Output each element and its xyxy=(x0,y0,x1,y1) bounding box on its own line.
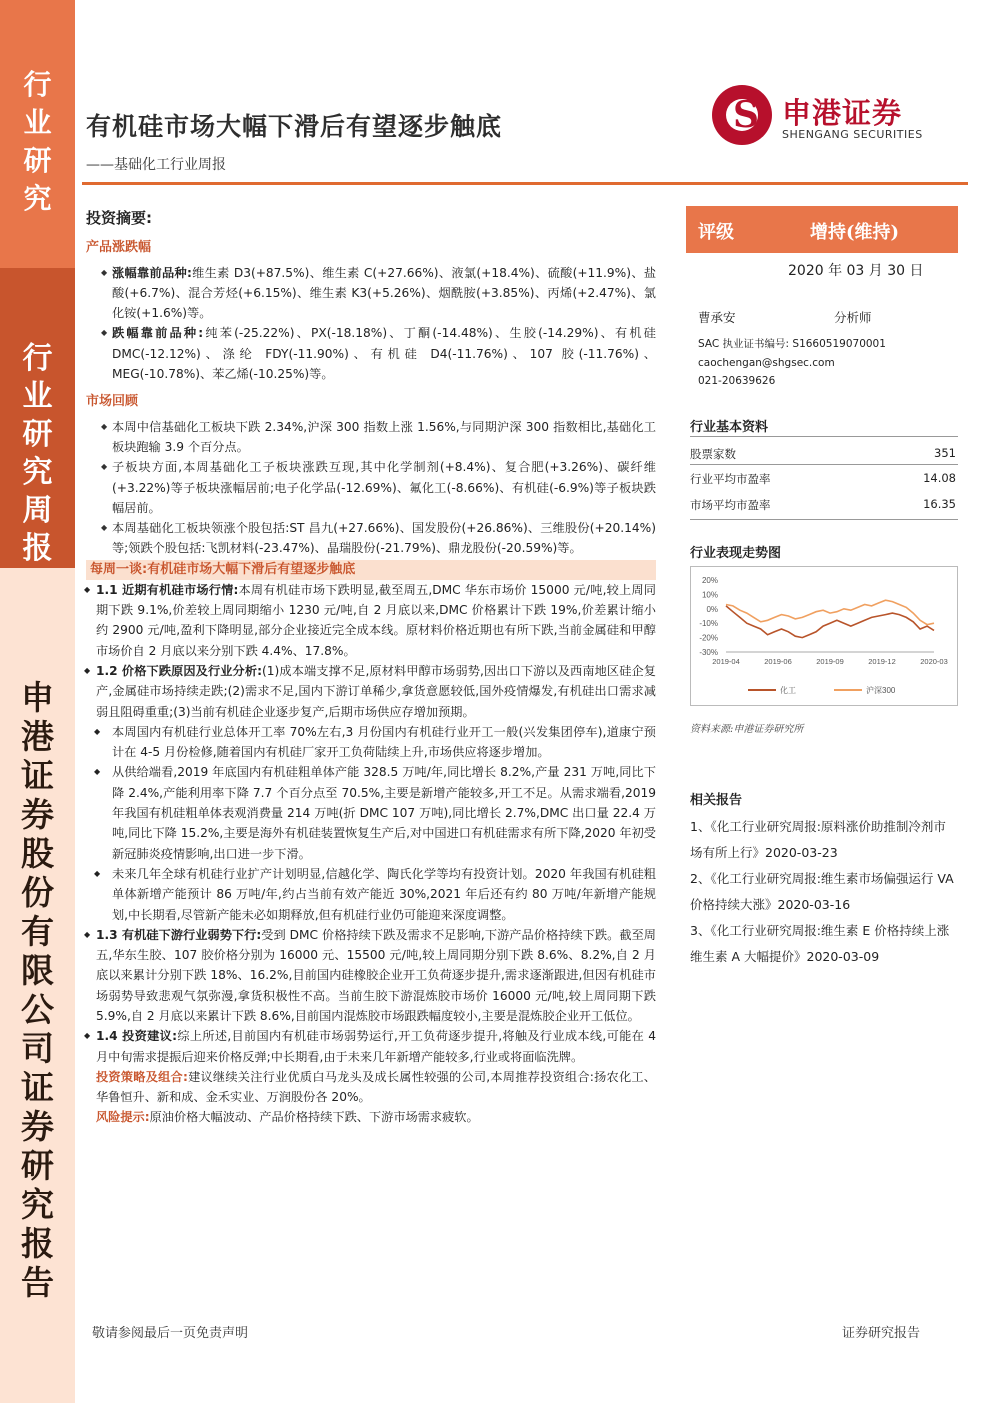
report-date: 2020 年 03 月 30 日 xyxy=(788,263,924,279)
sidebar-company-label: 申 港 证 券 股 份 有 限 公 司 证 券 研 究 报 告 xyxy=(21,678,54,1302)
summary-heading: 投资摘要: xyxy=(86,209,152,227)
sidebar-report-type-label: 行 业 研 究 周 报 xyxy=(22,341,53,566)
logo-english-name: SHENGANG SECURITIES xyxy=(782,128,923,141)
basic-info-heading: 行业基本资料 xyxy=(690,420,769,435)
sidebar-category-label: 行 业 研 究 xyxy=(23,68,52,215)
section-1-4: ◆ 1.4 投资建议:综上所述,目前国内有机硅市场弱势运行,开工负荷逐步提升,将触及行业成本线,可能在 4 月中旬需求提振后迎来价格反弹;中长期看,由于未来几年新增产能较多,行业或将面临洗牌。 xyxy=(86,1026,656,1067)
logo-circle-icon: S xyxy=(712,85,772,145)
rating-value: 增持(维持) xyxy=(810,222,900,243)
section-1-2-bullet: ◆ 从供给端看,2019 年底国内有机硅粗单体产能 328.5 万吨/年,同比增长 8.2%,产量 231 万吨,同比下降 2.4%,产能利用率下降 7.7 个百分点至 70.5%,主要是新增产能较多,开工不足。从需求端看,2019 年我国有机硅粗单体表观消费量 214 万吨(折 DMC 107 万吨),同比增长 2.7%,DMC 出口量 22.4 万吨,同比下降 15.2%,主要是海外有机硅装置恢复生产后,对中国进口有机硅需求有所下降,2020 年初受新冠肺炎疫情影响,出口进一步下滑。 xyxy=(86,762,656,863)
performance-heading: 行业表现走势图 xyxy=(690,546,782,561)
y-tick-label: 10% xyxy=(701,590,718,600)
divider xyxy=(690,464,958,465)
section-1-2-bullet: ◆ 本周国内有机硅行业总体开工率 70%左右,3 月份国内有机硅行业开工一般(兴发集团停车),道康宁预计在 4-5 月份检修,随着国内有机硅厂家开工负荷陆续上升,市场供应将逐步增加。 xyxy=(86,722,656,763)
left-sidebar xyxy=(0,0,75,1403)
y-tick-label: 0% xyxy=(706,604,718,614)
x-tick-label: 2019-04 xyxy=(712,657,740,666)
y-tick-label: 20% xyxy=(701,576,718,585)
series-line-0 xyxy=(726,606,934,638)
x-tick-label: 2019-09 xyxy=(816,657,844,666)
investment-summary xyxy=(86,208,656,1128)
product-change-heading: 产品涨跌幅 xyxy=(86,240,152,256)
rating-label: 评级 xyxy=(698,222,734,243)
related-reports xyxy=(690,788,958,970)
series-line-1 xyxy=(726,600,934,624)
related-report-link[interactable]: 2、《化工行业研究周报:维生素市场偏强运行 VA 价格持续大涨》2020-03-16 xyxy=(690,871,954,912)
page-title: 有机硅市场大幅下滑后有望逐步触底 xyxy=(86,112,503,141)
performance-chart-svg xyxy=(690,566,958,706)
chart-source: 资料来源:申港证券研究所 xyxy=(690,724,804,735)
section-1-1: ◆ 1.1 近期有机硅市场行情:本周有机硅市场下跌明显,截至周五,DMC 华东市场价 15000 元/吨,较上周同期下跌 9.1%,价差较上周同期缩小 1230 元/吨,自 2 月底以来,DMC 价格累计下跌 19%,价差累计缩小约 2900 元/吨,盈利下降明显,部分企业接近完全成本线。原材料价格近期也有所下跌,当前金属硅和甲醇市场价自 2 月底以来分别下跌 4.4%、17.8%。 xyxy=(86,580,656,661)
disclaimer-note: 敬请参阅最后一页免责声明 xyxy=(92,1326,249,1341)
market-review-item: ◆ 本周基础化工板块领涨个股包括:ST 昌九(+27.66%)、国发股份(+26.86%)、三维股份(+20.14%)等;领跌个股包括:飞凯材料(-23.47%)、晶瑞股份(-21.79%)、鼎龙股份(-20.59%)等。 xyxy=(86,518,656,559)
risk-warning: 风险提示:原油价格大幅波动、产品价格持续下跌、下游市场需求疲软。 xyxy=(96,1110,479,1125)
analyst-sac: SAC 执业证书编号: S1660519070001 xyxy=(698,338,886,350)
section-1-2: ◆ 1.2 价格下跌原因及行业分析:(1)成本端支撑不足,原材料甲醇市场弱势,因出口下游以及西南地区硅企复产,金属硅市场持续走跌;(2)需求不足,国内下游订单稀少,拿货意愿较低,国外疫情爆发,有机硅出口需求减弱且阻碍重重;(3)当前有机硅企业逐步复产,后期市场供应存增加预期。 xyxy=(86,661,656,722)
market-review-heading: 市场回顾 xyxy=(86,394,139,410)
basic-info-row: 市场平均市盈率 16.35 xyxy=(690,497,956,512)
rating-banner xyxy=(686,206,958,253)
chart-frame xyxy=(691,567,958,706)
y-tick-label: -10% xyxy=(699,619,718,629)
analyst-phone: 021-20639626 xyxy=(698,375,776,387)
industry-performance-chart xyxy=(690,566,958,706)
y-tick-label: -30% xyxy=(699,648,718,657)
report-type-footer: 证券研究报告 xyxy=(842,1326,921,1341)
divider xyxy=(690,436,958,437)
weekly-topic-heading: 每周一谈:有机硅市场大幅下滑后有望逐步触底 xyxy=(86,560,656,580)
section-1-2-bullet: ◆ 未来几年全球有机硅行业扩产计划明显,信越化学、陶氏化学等均有投资计划。2020 年我国有机硅粗单体新增产能预计 86 万吨/年,约占当前有效产能近 30%,2021 年后还有约 80 万吨/年新增产能规划,中长期看,尽管新产能未必如期释放,但有机硅行业仍可能迎来深度调整。 xyxy=(86,864,656,925)
analyst-role: 分析师 xyxy=(834,310,872,325)
page-subtitle: ——基础化工行业周报 xyxy=(86,157,226,173)
market-review-item: ◆ 子板块方面,本周基础化工子板块涨跌互现,其中化学制剂(+8.4%)、复合肥(+3.26%)、碳纤维(+3.22%)等子板块涨幅居前;电子化学品(-12.69%)、氟化工(-8.66%)、有机硅(-6.9%)等子板块跌幅居前。 xyxy=(86,457,656,518)
basic-info-row: 股票家数 351 xyxy=(690,446,956,461)
header-divider xyxy=(82,182,968,185)
x-tick-label: 2019-06 xyxy=(764,657,792,666)
company-logo xyxy=(712,85,962,155)
analyst-info xyxy=(698,308,958,387)
analyst-name: 曹承安 xyxy=(698,310,736,325)
related-heading: 相关报告 xyxy=(690,793,743,808)
top-losers-item: ◆ 跌幅靠前品种:纯苯(-25.22%)、PX(-18.18%)、丁酮(-14.48%)、生胶(-14.29%)、有机硅 DMC(-12.12%)、涤纶 FDY(-11.90%)、有机硅 D4(-11.76%)、107 胶(-11.76%)、MEG(-10.78%)、苯乙烯(-10.25%)等。 xyxy=(86,323,656,384)
related-report-link[interactable]: 3、《化工行业研究周报:维生素 E 价格持续上涨 维生素 A 大幅提价》2020-03-09 xyxy=(690,923,950,964)
investment-strategy: 投资策略及组合:建议继续关注行业优质白马龙头及成长属性较强的公司,本周推荐投资组合:扬农化工、华鲁恒升、新和成、金禾实业、万润股份各 20%。 xyxy=(96,1069,656,1105)
market-review-item: ◆ 本周中信基础化工板块下跌 2.34%,沪深 300 指数上涨 1.56%,与同期沪深 300 指数相比,基础化工板块跑输 3.9 个百分点。 xyxy=(86,417,656,458)
x-tick-label: 2019-12 xyxy=(868,657,896,666)
section-1-3: ◆ 1.3 有机硅下游行业弱势下行:受到 DMC 价格持续下跌及需求不足影响,下游产品价格持续下跌。截至周五,华东生胶、107 胶价格分别为 16000 元、15500 元/吨,较上周同期分别下跌 8.6%、8.2%,自 2 月底以来累计分别下跌 18%、16.2%,目前国内硅橡胶企业开工负荷逐步提升,需求逐渐跟进,但因有机硅市场弱势导致悲观气氛弥漫,拿货积极性不高。当前生胶下游混炼胶市场价 16000 元/吨,较上周同期下跌 5.9%,自 2 月底以来累计下跌 8.6%,目前国内混炼胶市场跟跌幅度较小,主要是混炼胶企业开工低位。 xyxy=(86,925,656,1026)
x-tick-label: 2020-03 xyxy=(920,657,948,666)
top-gainers-item: ◆ 涨幅靠前品种:维生素 D3(+87.5%)、维生素 C(+27.66%)、液氯(+18.4%)、硫酸(+11.9%)、盐酸(+6.7%)、混合芳烃(+6.15%)、维生素 K3(+5.26%)、烟酰胺(+3.85%)、丙烯(+2.47%)、氯化铵(+1.6%)等。 xyxy=(86,263,656,324)
legend-label: 沪深300 xyxy=(866,686,896,695)
y-tick-label: -20% xyxy=(699,633,718,643)
related-report-link[interactable]: 1、《化工行业研究周报:原料涨价助推制冷剂市场有所上行》2020-03-23 xyxy=(690,819,946,860)
basic-info-row: 行业平均市盈率 14.08 xyxy=(690,471,956,486)
logo-chinese-name: 申港证券 xyxy=(782,96,903,130)
analyst-email[interactable]: caochengan@shgsec.com xyxy=(698,357,835,369)
divider xyxy=(690,519,958,520)
legend-label: 化工 xyxy=(780,686,796,695)
